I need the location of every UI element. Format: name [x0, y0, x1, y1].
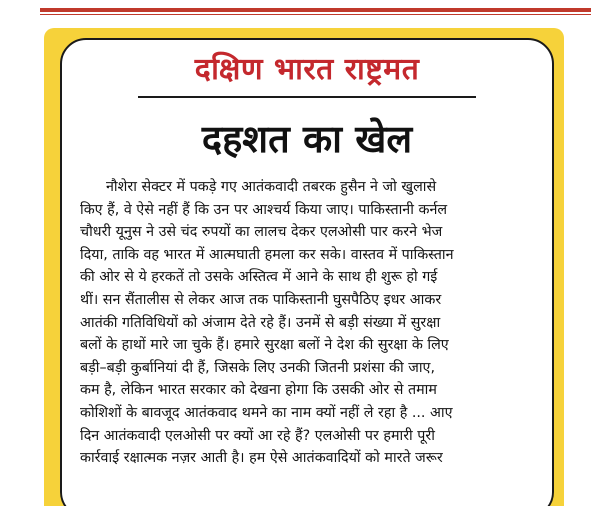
- body-line: दिया, ताकि वह भारत में आत्मघाती हमला कर सके। वास्तव में पाकिस्तान: [80, 246, 454, 263]
- body-line: दिन आतंकवादी एलओसी पर क्यों आ रहे हैं? एलओसी पर हमारी पूरी: [80, 427, 435, 444]
- body-line: आतंकी गतिविधियों को अंजाम देते रहे हैं। उनमें से बड़ी संख्या में सुरक्षा: [80, 314, 441, 331]
- body-line: थीं। सन सैंतालीस से लेकर आज तक पाकिस्तानी घुसपैठिए इधर आकर: [80, 291, 442, 308]
- top-rule: [40, 8, 591, 12]
- body-line: कार्रवाई रक्षात्मक नज़र आती है। हम ऐसे आतंकवादियों को मारते जरूर: [80, 450, 443, 467]
- body-line: बलों के हाथों मारे जा चुके हैं। हमारे सुरक्षा बलों ने देश की सुरक्षा के लिए: [80, 337, 449, 354]
- body-line: की ओर से ये हरकतें तो उसके अस्तित्व में आने के साथ ही शुरू हो गई: [80, 269, 438, 286]
- body-line: नौशेरा सेक्टर में पकड़े गए आतंकवादी तबरक हुसैन ने जो खुलासे: [106, 179, 437, 195]
- newspaper-masthead: दक्षिण भारत राष्ट्रमत: [194, 52, 420, 87]
- body-line: कम है, लेकिन भारत सरकार को देखना होगा कि उसकी ओर से तमाम: [80, 382, 437, 399]
- body-line: बड़ी–बड़ी कुर्बानियां दी हैं, जिसके लिए उनकी जितनी प्रशंसा की जाए,: [80, 359, 436, 376]
- editorial-box: [60, 38, 554, 506]
- body-line: किए हैं, वे ऐसे नहीं हैं कि उन पर आश्चर्य किया जाए। पाकिस्तानी कर्नल: [80, 201, 448, 218]
- masthead-underline: [138, 96, 476, 98]
- body-line: चौधरी यूनुस ने उसे चंद रुपयों का लालच देकर एलओसी पार करने भेज: [80, 224, 443, 241]
- editorial-headline: दहशत का खेल: [201, 117, 413, 161]
- editorial-body: [80, 176, 538, 470]
- body-line: कोशिशों के बावजूद आतंकवाद थमने का नाम क्यों नहीं ले रहा है ... आए: [80, 404, 453, 421]
- top-rule-thin: [40, 14, 591, 15]
